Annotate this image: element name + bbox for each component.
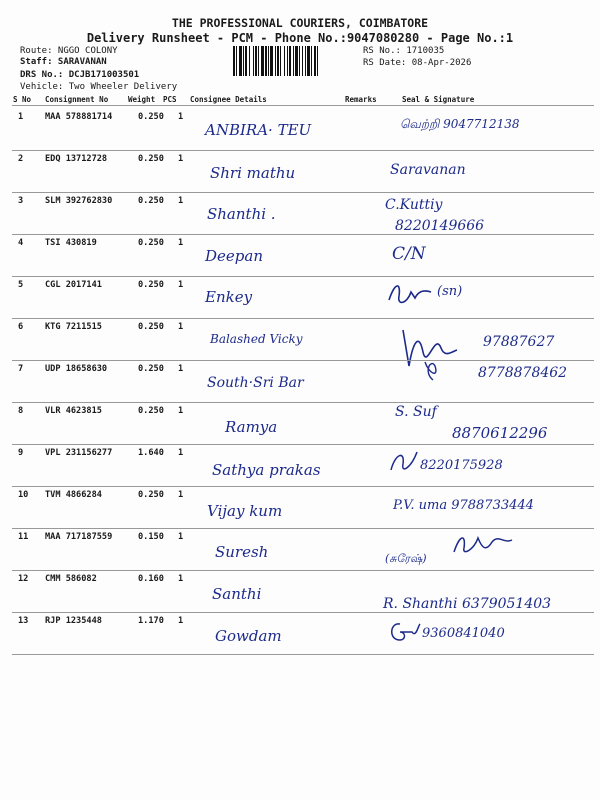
- row-5-consignment: CGL 2017141: [45, 280, 102, 290]
- row-divider: [12, 402, 594, 403]
- row-9-pcs: 1: [178, 448, 184, 458]
- row-6-sno: 6: [18, 322, 24, 332]
- row-11-consignment: MAA 717187559: [45, 532, 113, 542]
- row-13-pcs: 1: [178, 616, 184, 626]
- row-10-sno: 10: [18, 490, 29, 500]
- col-sno: S No: [13, 95, 32, 104]
- row-3-signature: 8220149666: [395, 218, 485, 234]
- row-13-sno: 13: [18, 616, 29, 626]
- row-7-consignee: South·Sri Bar: [207, 375, 304, 391]
- row-5-pcs: 1: [178, 280, 184, 290]
- row-11-consignee: Suresh: [215, 543, 269, 561]
- row-3-consignee: Shanthi .: [207, 205, 276, 223]
- row-5-signature: (sn): [437, 284, 463, 299]
- row-11-signature-scribble: [450, 530, 520, 558]
- row-9-weight: 1.640: [138, 448, 164, 458]
- row-11-sno: 11: [18, 532, 29, 542]
- row-9-consignee: Sathya prakas: [212, 461, 321, 479]
- row-1-consignment: MAA 578881714: [45, 112, 113, 122]
- row-divider: [12, 612, 594, 613]
- row-5-weight: 0.250: [138, 280, 164, 290]
- col-pcs: PCS: [163, 95, 177, 104]
- staff-label: Staff: SARAVANAN: [20, 57, 107, 67]
- row-12-sno: 12: [18, 574, 29, 584]
- header-divider: [12, 105, 594, 106]
- row-7-pcs: 1: [178, 364, 184, 374]
- vehicle-label: Vehicle: Two Wheeler Delivery: [20, 82, 178, 92]
- row-6-pcs: 1: [178, 322, 184, 332]
- route-label: Route: NGGO COLONY: [20, 46, 118, 56]
- row-divider: [12, 444, 594, 445]
- row-2-weight: 0.250: [138, 154, 164, 164]
- rs-date: RS Date: 08-Apr-2026: [363, 58, 472, 68]
- row-divider: [12, 360, 594, 361]
- row-2-signature: Saravanan: [390, 162, 466, 178]
- row-8-consignee: Ramya: [225, 418, 278, 436]
- col-consignee: Consignee Details: [190, 95, 267, 104]
- row-9-consignment: VPL 231156277: [45, 448, 113, 458]
- row-divider: [12, 528, 594, 529]
- row-1-signature: வெற்றி 9047712138: [400, 117, 520, 131]
- row-1-weight: 0.250: [138, 112, 164, 122]
- row-8-sno: 8: [18, 406, 24, 416]
- row-13-consignment: RJP 1235448: [45, 616, 102, 626]
- row-divider: [12, 234, 594, 235]
- row-11-pcs: 1: [178, 532, 184, 542]
- row-2-consignee: Shri mathu: [210, 164, 296, 182]
- row-12-consignee: Santhi: [212, 585, 262, 603]
- row-3-consignment: SLM 392762830: [45, 196, 113, 206]
- row-9-signature: 8220175928: [420, 458, 503, 473]
- row-12-consignment: CMM 586082: [45, 574, 97, 584]
- row-12-weight: 0.160: [138, 574, 164, 584]
- row-3-weight: 0.250: [138, 196, 164, 206]
- row-3-signature-name: C.Kuttiy: [385, 197, 443, 213]
- row-13-signature: 9360841040: [422, 626, 505, 641]
- runsheet-subtitle: Delivery Runsheet - PCM - Phone No.:9047080280 - Page No.:1: [86, 31, 514, 45]
- row-2-pcs: 1: [178, 154, 184, 164]
- barcode-image: [233, 46, 359, 76]
- row-divider: [12, 192, 594, 193]
- row-5-sno: 5: [18, 280, 24, 290]
- row-2-sno: 2: [18, 154, 24, 164]
- row-10-consignment: TVM 4866284: [45, 490, 102, 500]
- row-12-pcs: 1: [178, 574, 184, 584]
- row-10-pcs: 1: [178, 490, 184, 500]
- row-13-weight: 1.170: [138, 616, 164, 626]
- row-7-weight: 0.250: [138, 364, 164, 374]
- row-4-sno: 4: [18, 238, 24, 248]
- row-6-signature: 97887627: [483, 334, 555, 350]
- row-7-signature: 8778878462: [478, 365, 568, 381]
- row-3-pcs: 1: [178, 196, 184, 206]
- row-3-sno: 3: [18, 196, 24, 206]
- row-9-signature-scribble: [385, 446, 425, 476]
- col-consignment: Consignment No: [45, 95, 109, 104]
- row-8-weight: 0.250: [138, 406, 164, 416]
- col-remarks: Remarks: [345, 95, 377, 104]
- row-5-signature-scribble: [385, 280, 435, 310]
- row-9-sno: 9: [18, 448, 24, 458]
- row-13-consignee: Gowdam: [215, 627, 282, 645]
- row-1-sno: 1: [18, 112, 24, 122]
- row-2-consignment: EDQ 13712728: [45, 154, 108, 164]
- row-4-consignment: TSI 430819: [45, 238, 97, 248]
- row-4-signature: C/N: [392, 244, 426, 264]
- row-divider: [12, 276, 594, 277]
- row-11-signature: (சுரேஷ்): [385, 552, 427, 565]
- row-4-weight: 0.250: [138, 238, 164, 248]
- row-8-consignment: VLR 4623815: [45, 406, 102, 416]
- row-7-sno: 7: [18, 364, 24, 374]
- company-title: THE PROFESSIONAL COURIERS, COIMBATORE: [171, 16, 429, 30]
- row-4-consignee: Deepan: [205, 247, 263, 265]
- row-10-consignee: Vijay kum: [207, 502, 283, 520]
- row-1-pcs: 1: [178, 112, 184, 122]
- row-6-consignment: KTG 7211515: [45, 322, 102, 332]
- row-8-signature-name: S. Suf: [395, 404, 437, 420]
- row-6-weight: 0.250: [138, 322, 164, 332]
- row-divider: [12, 570, 594, 571]
- row-1-consignee: ANBIRA· TEU: [205, 121, 312, 139]
- row-divider: [12, 654, 594, 655]
- row-5-consignee: Enkey: [205, 288, 253, 306]
- row-10-signature: P.V. uma 9788733444: [393, 498, 534, 513]
- row-7-consignment: UDP 18658630: [45, 364, 108, 374]
- col-weight: Weight: [128, 95, 156, 104]
- drs-label: DRS No.: DCJB171003501: [20, 70, 140, 80]
- row-6-7-signature-scribble: [395, 322, 485, 384]
- row-4-pcs: 1: [178, 238, 184, 248]
- col-seal: Seal & Signature: [402, 95, 475, 104]
- row-13-signature-scribble: [386, 618, 422, 646]
- row-8-signature: 8870612296: [452, 424, 548, 442]
- row-divider: [12, 318, 594, 319]
- row-12-signature: R. Shanthi 6379051403: [383, 596, 552, 612]
- rs-number: RS No.: 1710035: [363, 46, 445, 56]
- row-8-pcs: 1: [178, 406, 184, 416]
- row-11-weight: 0.150: [138, 532, 164, 542]
- row-divider: [12, 486, 594, 487]
- row-10-weight: 0.250: [138, 490, 164, 500]
- row-6-consignee: Balashed Vicky: [210, 332, 303, 346]
- row-divider: [12, 150, 594, 151]
